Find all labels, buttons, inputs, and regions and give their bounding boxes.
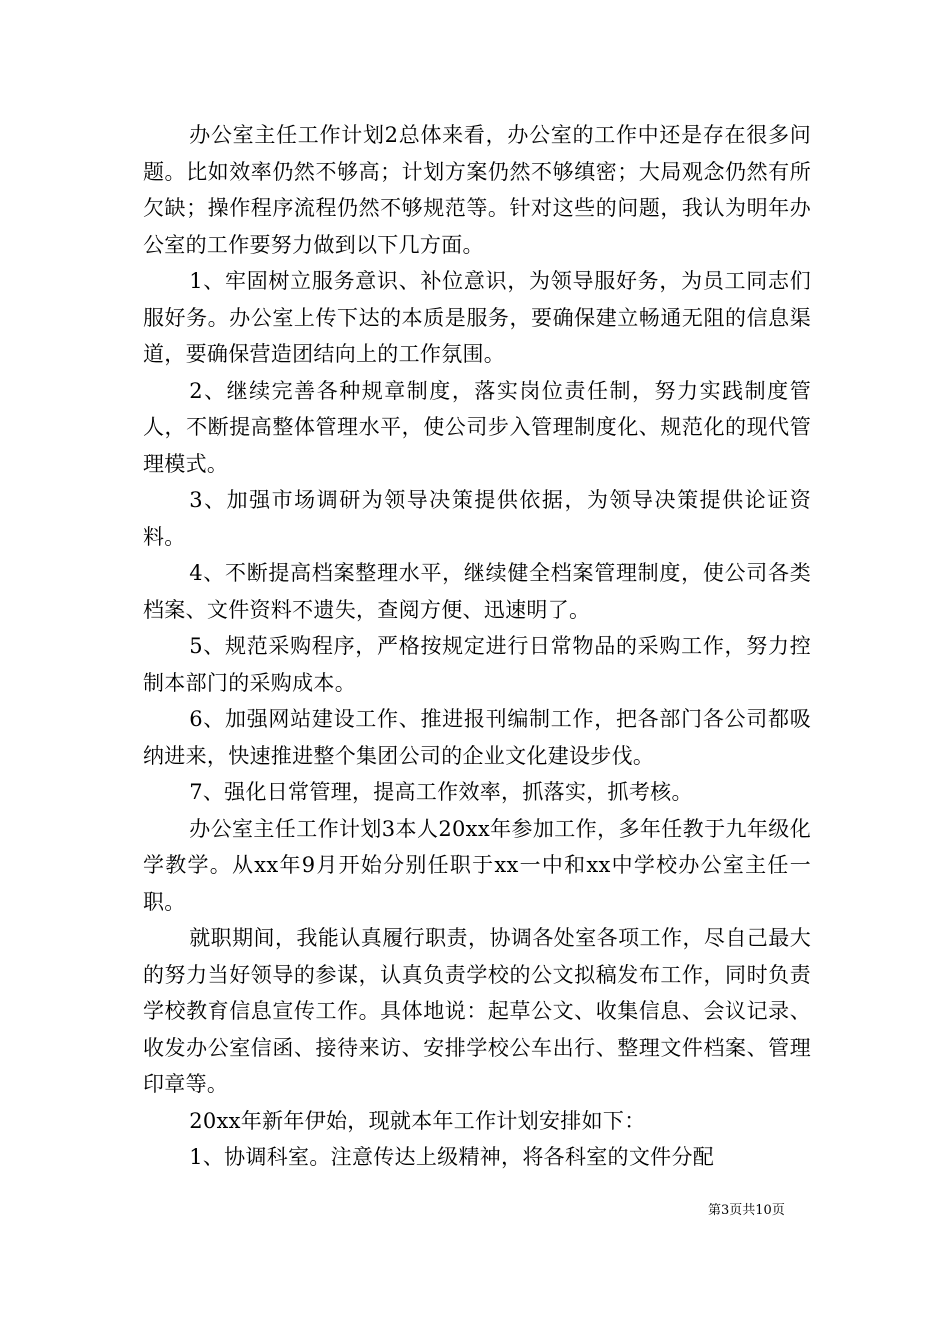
paragraph: 5、规范采购程序，严格按规定进行日常物品的采购工作，努力控制本部门的采购成本。 [143,634,811,695]
paragraph: 2、继续完善各种规章制度，落实岗位责任制，努力实践制度管人，不断提高整体管理水平，使公司步入管理制度化、规范化的现代管理模式。 [143,378,811,476]
paragraph: 20xx年新年伊始，现就本年工作计划安排如下： [189,1108,646,1133]
paragraph: 就职期间，我能认真履行职责，协调各处室各项工作，尽自己最大的努力当好领导的参谋，认真负责学校的公文拟稿发布工作，同时负责学校教育信息宣传工作。具体地说：起草公文、收集信息、会议记录、收发办公室信函、接待来访、安排学校公车出行、整理文件档案、管理印章等。 [143,926,811,1096]
paragraph: 1、牢固树立服务意识、补位意识，为领导服好务，为员工同志们服好务。办公室上传下达的本质是服务，要确保建立畅通无阻的信息渠道，要确保营造团结向上的工作氛围。 [143,269,811,366]
paragraph: 6、加强网站建设工作、推进报刊编制工作，把各部门各公司都吸纳进来，快速推进整个集团公司的企业文化建设步伐。 [143,707,811,768]
page-number-footer: 第3页共10页 [708,1203,785,1218]
paragraph: 1、协调科室。注意传达上级精神，将各科室的文件分配 [189,1145,715,1169]
paragraph: 4、不断提高档案整理水平，继续健全档案管理制度，使公司各类档案、文件资料不遗失，查阅方便、迅速明了。 [143,561,811,622]
paragraph: 3、加强市场调研为领导决策提供依据，为领导决策提供论证资料。 [143,488,811,549]
paragraph: 7、强化日常管理，提高工作效率，抓落实，抓考核。 [189,780,693,804]
document-body [143,117,811,1176]
paragraph: 办公室主任工作计划2总体来看，办公室的工作中还是存在很多问题。比如效率仍然不够高；计划方案仍然不够缜密；大局观念仍然有所欠缺；操作程序流程仍然不够规范等。针对这些的问题，我认为明年办公室的工作要努力做到以下几方面。 [143,123,811,257]
paragraph: 办公室主任工作计划3本人20xx年参加工作，多年任教于九年级化学教学。从xx年9月开始分别任职于xx一中和xx中学校办公室主任一职。 [143,816,811,914]
